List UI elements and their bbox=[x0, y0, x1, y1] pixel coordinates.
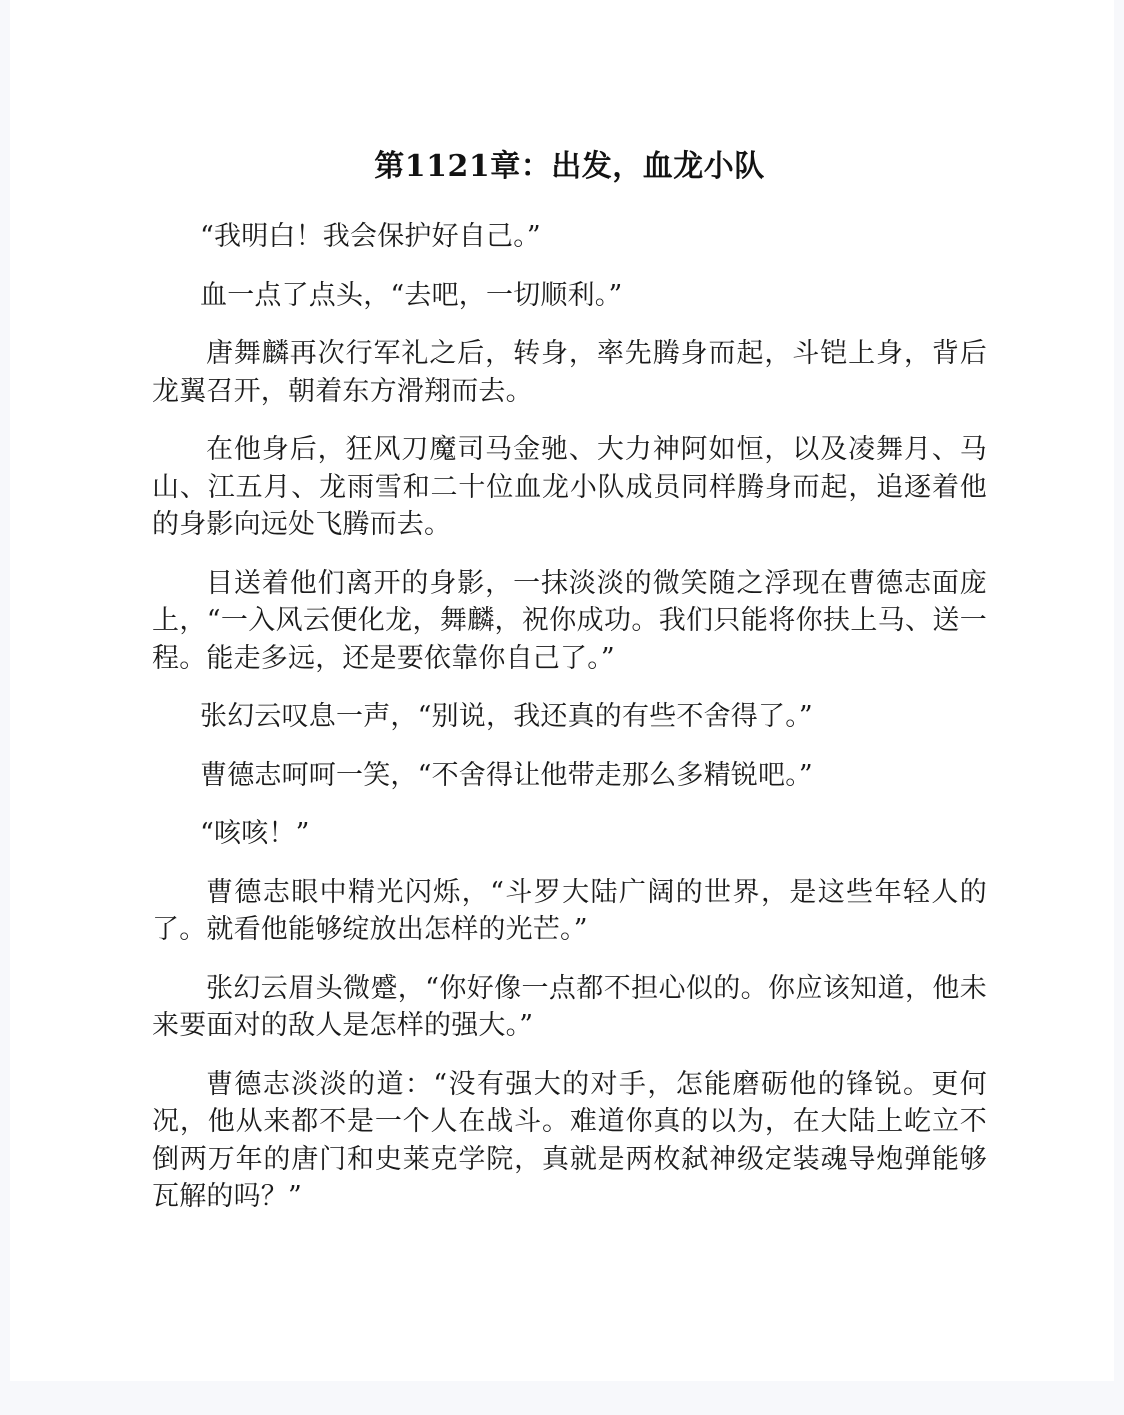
paragraph: 唐舞麟再次行军礼之后，转身，率先腾身而起，斗铠上身，背后龙翼召开，朝着东方滑翔而去。 bbox=[152, 338, 987, 407]
page-sheet bbox=[10, 0, 1114, 1381]
paragraph: 目送着他们离开的身影，一抹淡淡的微笑随之浮现在曹德志面庞上，“一入风云便化龙，舞麟，祝你成功。我们只能将你扶上马、送一程。能走多远，还是要依靠你自己了。” bbox=[152, 567, 987, 674]
paragraph: 曹德志眼中精光闪烁，“斗罗大陆广阔的世界，是这些年轻人的了。就看他能够绽放出怎样的光芒。” bbox=[152, 876, 987, 945]
chapter-title: 第1121章：出发，血龙小队 bbox=[374, 149, 765, 184]
paragraph: 张幻云叹息一声，“别说，我还真的有些不舍得了。” bbox=[200, 701, 813, 732]
paragraph: 张幻云眉头微蹙，“你好像一点都不担心似的。你应该知道，他未来要面对的敌人是怎样的强大。” bbox=[152, 972, 987, 1041]
paragraph: “我明白！我会保护好自己。” bbox=[200, 221, 541, 252]
paragraph: “咳咳！” bbox=[200, 818, 310, 849]
paragraph: 在他身后，狂风刀魔司马金驰、大力神阿如恒，以及凌舞月、马山、江五月、龙雨雪和二十位血龙小队成员同样腾身而起，追逐着他的身影向远处飞腾而去。 bbox=[152, 434, 987, 540]
paragraph: 血一点了点头，“去吧，一切顺利。” bbox=[200, 279, 623, 311]
page-body bbox=[152, 0, 987, 1216]
paragraph: 曹德志呵呵一笑，“不舍得让他带走那么多精锐吧。” bbox=[200, 759, 813, 791]
paragraph: 曹德志淡淡的道：“没有强大的对手，怎能磨砺他的锋锐。更何况，他从来都不是一个人在战斗。难道你真的以为，在大陆上屹立不倒两万年的唐门和史莱克学院，真就是两枚弑神级定装魂导炮弹能够瓦解的吗？” bbox=[152, 1068, 987, 1212]
chapter-body bbox=[152, 218, 987, 1216]
